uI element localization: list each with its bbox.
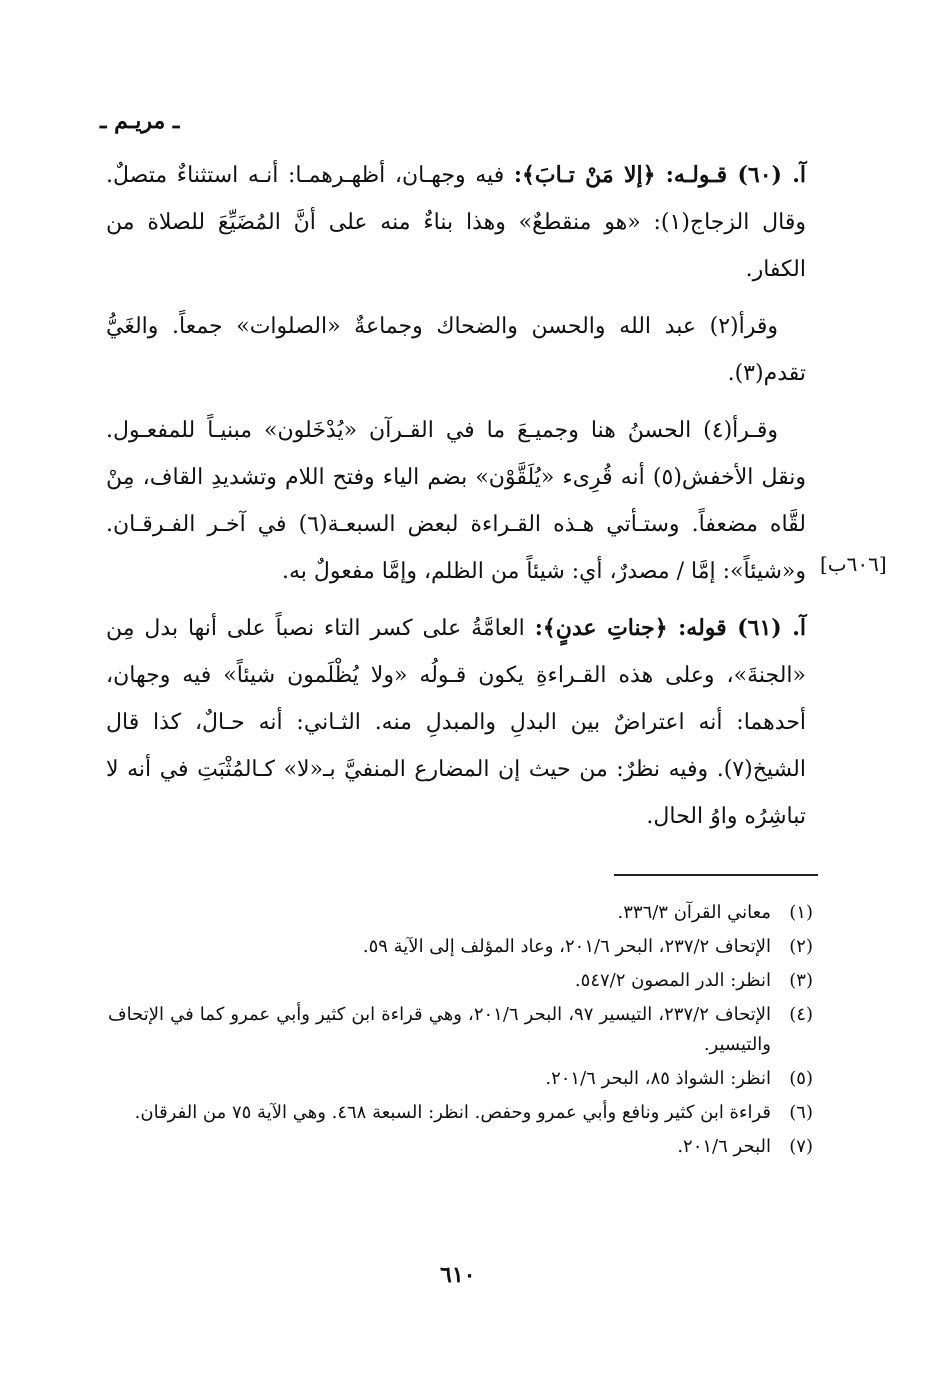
running-header: ـ مريـم ـ bbox=[100, 108, 180, 134]
footnote bbox=[108, 1064, 813, 1094]
footnote-text: قراءة ابن كثير ونافع وأبي عمرو وحفص. انظر: السبعة ٤٦٨. وهي الآية ٧٥ من الفرقان. bbox=[134, 1102, 771, 1123]
paragraph-text: فيه وجهـان، أظهـرهمـا: أنـه استثناءٌ متصلٌ. وقال الزجاج(١): «هو منقطعٌ» وهذا بناءٌ منه على أنَّ المُضَيِّعَ للصلاة من الكفار. bbox=[106, 163, 806, 282]
footnote-number: (٦) bbox=[789, 1102, 813, 1123]
footnote-text: البحر ٢٠١/٦. bbox=[677, 1136, 771, 1157]
footnote-number: (٤) bbox=[789, 1004, 813, 1025]
footnote-text: انظر: الشواذ ٨٥، البحر ٢٠١/٦. bbox=[545, 1068, 771, 1089]
footnote-text: معاني القرآن ٣٣٦/٣. bbox=[617, 902, 771, 923]
verse-heading: آ. (٦١) قوله: ﴿جناتِ عدنٍ﴾: bbox=[534, 615, 806, 641]
verse-heading: آ. (٦٠) قـولـه: ﴿إلا مَنْ تـابَ﴾: bbox=[513, 162, 807, 188]
footnote-number: (٣) bbox=[789, 970, 813, 991]
paragraph-text: وقـرأ(٤) الحسنُ هنا وجميـعَ ما في القـرآن «يُدْخَلون» مبنيـاً للمفعـول. ونقل الأخفش(٥) أنه قُرِىء «يُلَقَّوْن» بضم الياء وفتح اللام وتشديدِ القاف، مِنْ لقَّاه مضعفاً. وستـأتي هـذه القـراءة لبعض السبعـة(٦) في آخـر الفـرقـان. و«شيئاً»: إمَّا / مصدرٌ، أي: شيئاً من الظلم، وإمَّا مفعولٌ به. bbox=[106, 418, 806, 584]
paragraph-text: وقرأ(٢) عبد الله والحسن والضحاك وجماعةٌ «الصلوات» جمعاً. والغَيُّ تقدم(٣). bbox=[106, 314, 806, 386]
footnote bbox=[108, 1132, 813, 1162]
main-text bbox=[106, 152, 806, 850]
paragraph-reading-2 bbox=[106, 407, 806, 595]
footnote-number: (١) bbox=[789, 902, 813, 923]
footnote-text: الإتحاف ٢٣٧/٢، البحر ٢٠١/٦، وعاد المؤلف إلى الآية ٥٩. bbox=[362, 936, 771, 957]
footnotes bbox=[108, 898, 813, 1166]
page-number: ٦١٠ bbox=[440, 1262, 476, 1288]
paragraph-reading-1 bbox=[106, 303, 806, 397]
footnote bbox=[108, 932, 813, 962]
footnote bbox=[108, 1098, 813, 1128]
footnote bbox=[108, 966, 813, 996]
footnote-number: (٥) bbox=[789, 1068, 813, 1089]
footnote-divider bbox=[614, 874, 818, 876]
footnote-number: (٢) bbox=[789, 936, 813, 957]
footnote-text: الإتحاف ٢٣٧/٢، التيسير ٩٧، البحر ٢٠١/٦، وهي قراءة ابن كثير وأبي عمرو كما في الإتحاف والتيسير. bbox=[108, 1004, 771, 1055]
footnote bbox=[108, 1000, 813, 1060]
paragraph-text: العامَّةُ على كسر التاء نصباً على أنها بدل مِن «الجنةَ»، وعلى هذه القـراءةِ يكون قـولُه «ولا يُظْلَمون شيئاً» فيه وجهان، أحدهما: أنه اعتراضٌ بين البدلِ والمبدلِ منه. الثـاني: أنه حـالٌ، كذا قال الشيخ(٧). وفيه نظرٌ: من حيث إن المضارع المنفيَّ بـ«لا» كـالمُثْبَتِ في أنه لا تباشِرُه واوُ الحال. bbox=[106, 616, 806, 829]
footnote-text: انظر: الدر المصون ٥٤٧/٢. bbox=[574, 970, 771, 991]
manuscript-folio-note: [٦٠٦ب] bbox=[820, 552, 887, 576]
footnote-number: (٧) bbox=[789, 1136, 813, 1157]
paragraph-60 bbox=[106, 152, 806, 293]
paragraph-61 bbox=[106, 605, 806, 840]
footnote bbox=[108, 898, 813, 928]
